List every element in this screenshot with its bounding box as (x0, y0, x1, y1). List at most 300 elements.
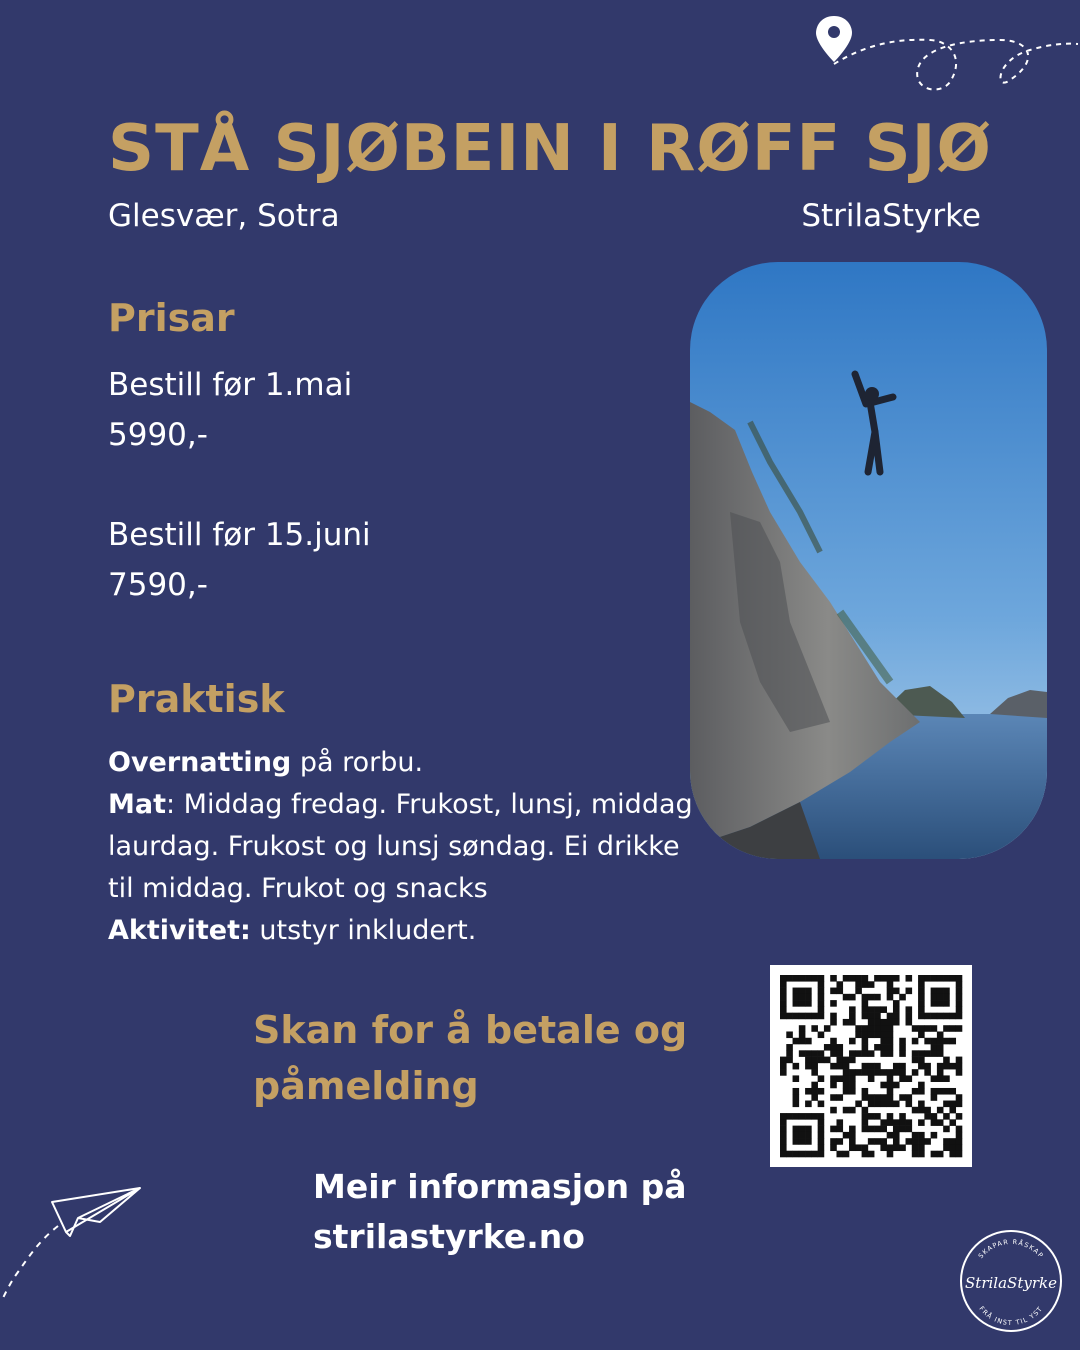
qr-module (949, 1088, 956, 1095)
qr-module (937, 994, 944, 1001)
qr-module (931, 1013, 938, 1020)
qr-module (793, 975, 800, 982)
qr-module (862, 1113, 869, 1120)
qr-module (956, 975, 963, 982)
qr-module (830, 1050, 837, 1057)
qr-module (918, 1006, 925, 1013)
qr-module (868, 1006, 875, 1013)
qr-module (780, 1063, 787, 1070)
qr-module (830, 1000, 837, 1007)
food-text: : Middag fredag. Frukost, lunsj, middag laurdag. Frukost og lunsj søndag. Ei drikke til middag. Frukot og snacks (108, 789, 693, 904)
qr-module (924, 1113, 931, 1120)
qr-module (862, 994, 869, 1001)
qr-module (931, 1075, 938, 1082)
qr-module (849, 1107, 856, 1114)
food-label: Mat (108, 789, 166, 820)
qr-module (880, 1138, 887, 1145)
qr-module (780, 1013, 787, 1020)
qr-module (874, 1013, 881, 1020)
qr-module (780, 1119, 787, 1126)
qr-module (843, 1069, 850, 1076)
qr-module (924, 1107, 931, 1114)
qr-module (849, 1038, 856, 1045)
qr-module (943, 1057, 950, 1064)
activity-label: Aktivitet: (108, 915, 251, 946)
qr-module (793, 1138, 800, 1145)
qr-module (880, 1044, 887, 1051)
qr-module (862, 1088, 869, 1095)
qr-module (786, 1057, 793, 1064)
qr-module (931, 1132, 938, 1139)
qr-module (956, 988, 963, 995)
qr-module (849, 975, 856, 982)
qr-module (805, 1038, 812, 1045)
qr-module (780, 975, 787, 982)
qr-module (887, 1044, 894, 1051)
qr-module (924, 975, 931, 982)
qr-module (793, 1088, 800, 1095)
qr-module (836, 1119, 843, 1126)
qr-module (786, 1044, 793, 1051)
logo-top-text: SKAPAR RÅSKAP (976, 1237, 1046, 1261)
qr-module (956, 1132, 963, 1139)
qr-module (937, 1075, 944, 1082)
svg-text:FRÅ INST TIL YST (977, 1305, 1044, 1327)
qr-module (880, 1006, 887, 1013)
qr-module (899, 1063, 906, 1070)
qr-module (893, 1126, 900, 1133)
qr-module (836, 1138, 843, 1145)
qr-module (799, 1113, 806, 1120)
qr-module (899, 1144, 906, 1151)
qr-module (855, 981, 862, 988)
qr-module (893, 988, 900, 995)
qr-module (918, 1031, 925, 1038)
qr-module (868, 1031, 875, 1038)
qr-module (818, 1138, 825, 1145)
qr-module (868, 1094, 875, 1101)
qr-module (780, 1151, 787, 1158)
qr-module (906, 975, 913, 982)
location-label: Glesvær, Sotra (108, 198, 340, 234)
qr-module (918, 1119, 925, 1126)
qr-module (811, 1088, 818, 1095)
qr-module (849, 1075, 856, 1082)
qr-module (887, 981, 894, 988)
qr-module (780, 988, 787, 995)
qr-module (937, 988, 944, 995)
qr-module (949, 1013, 956, 1020)
qr-module (887, 1069, 894, 1076)
qr-module (868, 1151, 875, 1158)
qr-module (843, 1019, 850, 1026)
qr-module (880, 1069, 887, 1076)
qr-module (880, 1019, 887, 1026)
qr-module (855, 975, 862, 982)
qr-module (956, 1006, 963, 1013)
qr-module (811, 1069, 818, 1076)
qr-module (893, 1144, 900, 1151)
qr-module (924, 1138, 931, 1145)
qr-module (956, 1138, 963, 1145)
qr-module (906, 1013, 913, 1020)
qr-module (855, 1144, 862, 1151)
qr-code[interactable] (770, 965, 972, 1167)
qr-module (943, 1126, 950, 1133)
map-pin-path-decoration (800, 10, 1080, 100)
qr-module (899, 1094, 906, 1101)
qr-module (918, 1101, 925, 1108)
qr-module (793, 1151, 800, 1158)
qr-module (937, 1119, 944, 1126)
qr-module (956, 1126, 963, 1133)
qr-module (887, 1075, 894, 1082)
qr-module (893, 1069, 900, 1076)
qr-module (786, 1013, 793, 1020)
practical-details (108, 742, 708, 952)
qr-module (805, 1151, 812, 1158)
qr-module (912, 1138, 919, 1145)
qr-module (931, 1038, 938, 1045)
qr-module (862, 1119, 869, 1126)
qr-module (799, 1000, 806, 1007)
qr-module (912, 1107, 919, 1114)
qr-module (893, 1132, 900, 1139)
qr-module (931, 1094, 938, 1101)
qr-module (887, 1019, 894, 1026)
qr-module (836, 1075, 843, 1082)
qr-module (880, 1050, 887, 1057)
qr-module (918, 1000, 925, 1007)
price-tier-2-label: Bestill før 15.juni (108, 517, 371, 553)
qr-module (874, 1006, 881, 1013)
qr-module (918, 1063, 925, 1070)
qr-module (868, 1019, 875, 1026)
qr-module (868, 1013, 875, 1020)
qr-module (836, 1151, 843, 1158)
qr-module (949, 1151, 956, 1158)
qr-module (880, 1144, 887, 1151)
qr-module (874, 1025, 881, 1032)
price-tier-2 (108, 510, 371, 610)
qr-module (912, 1132, 919, 1139)
qr-module (937, 1107, 944, 1114)
qr-module (862, 975, 869, 982)
qr-module (899, 1038, 906, 1045)
qr-module (780, 1132, 787, 1139)
qr-module (805, 975, 812, 982)
qr-module (937, 1000, 944, 1007)
qr-module (780, 1126, 787, 1133)
food-line (108, 784, 708, 910)
qr-module (956, 1057, 963, 1064)
qr-module (805, 1057, 812, 1064)
qr-module (818, 1132, 825, 1139)
qr-module (818, 1075, 825, 1082)
qr-module (843, 1057, 850, 1064)
qr-module (843, 1082, 850, 1089)
qr-module (799, 1031, 806, 1038)
qr-module (956, 1094, 963, 1101)
qr-module (887, 1151, 894, 1158)
qr-module (956, 1069, 963, 1076)
website-link[interactable]: strilastyrke.no (313, 1217, 585, 1256)
price-tier-2-amount: 7590,- (108, 567, 208, 603)
qr-module (799, 1050, 806, 1057)
qr-module (937, 1063, 944, 1070)
qr-module (836, 1094, 843, 1101)
qr-module (793, 1000, 800, 1007)
qr-module (931, 994, 938, 1001)
qr-module (924, 1013, 931, 1020)
qr-module (818, 1144, 825, 1151)
qr-module (918, 994, 925, 1001)
qr-module (874, 1113, 881, 1120)
qr-module (943, 1038, 950, 1045)
qr-module (818, 1013, 825, 1020)
qr-module (887, 975, 894, 982)
qr-module (830, 1144, 837, 1151)
qr-module (862, 1151, 869, 1158)
qr-module (830, 1094, 837, 1101)
qr-module (818, 1031, 825, 1038)
qr-module (893, 1119, 900, 1126)
qr-module (887, 1050, 894, 1057)
qr-module (793, 988, 800, 995)
qr-module (924, 1025, 931, 1032)
qr-module (780, 1144, 787, 1151)
logo-name: StrilaStyrke (965, 1274, 1057, 1292)
qr-module (887, 1025, 894, 1032)
qr-module (868, 1101, 875, 1108)
qr-module (874, 1031, 881, 1038)
qr-module (818, 1057, 825, 1064)
qr-module (849, 1057, 856, 1064)
qr-module (862, 1094, 869, 1101)
qr-module (849, 1138, 856, 1145)
qr-module (849, 1050, 856, 1057)
qr-module (893, 1101, 900, 1108)
qr-module (818, 1050, 825, 1057)
qr-module (830, 1038, 837, 1045)
qr-module (880, 1094, 887, 1101)
qr-module (887, 1013, 894, 1020)
cliff-jump-photo (690, 262, 1047, 859)
qr-module (868, 1126, 875, 1133)
qr-module (836, 1044, 843, 1051)
qr-module (780, 1000, 787, 1007)
overnight-label: Overnatting (108, 747, 292, 778)
qr-module (793, 1113, 800, 1120)
qr-module (906, 988, 913, 995)
qr-module (949, 1101, 956, 1108)
qr-module (874, 994, 881, 1001)
qr-module (931, 1151, 938, 1158)
qr-module (887, 994, 894, 1001)
qr-module (818, 1000, 825, 1007)
qr-module (849, 1126, 856, 1133)
qr-module (780, 1069, 787, 1076)
qr-module (937, 1088, 944, 1095)
qr-module (836, 1057, 843, 1064)
qr-module (887, 1038, 894, 1045)
qr-module (943, 975, 950, 982)
qr-module (893, 1006, 900, 1013)
qr-module (918, 975, 925, 982)
qr-module (943, 1088, 950, 1095)
qr-module (849, 1088, 856, 1095)
qr-module (818, 981, 825, 988)
qr-module (943, 1013, 950, 1020)
qr-module (836, 1063, 843, 1070)
qr-module (912, 1038, 919, 1045)
qr-module (818, 1119, 825, 1126)
qr-module (849, 1013, 856, 1020)
qr-module (805, 1000, 812, 1007)
qr-module (811, 1094, 818, 1101)
qr-module (899, 1069, 906, 1076)
price-tier-1-amount: 5990,- (108, 417, 208, 453)
qr-module (956, 1063, 963, 1070)
qr-module (887, 1094, 894, 1101)
qr-module (880, 1126, 887, 1133)
qr-module (918, 1132, 925, 1139)
qr-module (830, 1082, 837, 1089)
qr-module (918, 1013, 925, 1020)
qr-module (956, 1000, 963, 1007)
qr-module (830, 975, 837, 982)
qr-module (880, 1031, 887, 1038)
qr-module (786, 1151, 793, 1158)
qr-module (868, 1069, 875, 1076)
qr-module (924, 1050, 931, 1057)
qr-module (780, 1057, 787, 1064)
qr-module (799, 1038, 806, 1045)
qr-module (855, 1101, 862, 1108)
qr-module (805, 1113, 812, 1120)
qr-module (862, 1126, 869, 1133)
qr-module (862, 1013, 869, 1020)
qr-module (855, 1069, 862, 1076)
qr-module (799, 1126, 806, 1133)
qr-module (956, 994, 963, 1001)
qr-module (818, 1126, 825, 1133)
qr-module (862, 1006, 869, 1013)
qr-module (931, 1113, 938, 1120)
qr-module (918, 988, 925, 995)
qr-code-pattern (770, 965, 972, 1167)
qr-module (949, 1144, 956, 1151)
qr-module (799, 1138, 806, 1145)
qr-module (899, 1075, 906, 1082)
qr-module (786, 1113, 793, 1120)
qr-module (880, 975, 887, 982)
qr-module (849, 1144, 856, 1151)
qr-module (874, 1126, 881, 1133)
qr-module (855, 1031, 862, 1038)
qr-module (793, 1132, 800, 1139)
qr-module (805, 1138, 812, 1145)
qr-module (912, 1025, 919, 1032)
qr-module (818, 1101, 825, 1108)
qr-module (868, 1063, 875, 1070)
qr-module (893, 1013, 900, 1020)
qr-module (862, 981, 869, 988)
paper-plane-icon (52, 1188, 140, 1236)
qr-module (943, 1101, 950, 1108)
qr-module (868, 1075, 875, 1082)
qr-module (887, 1101, 894, 1108)
qr-module (906, 1138, 913, 1145)
qr-module (874, 1044, 881, 1051)
scan-to-pay-text: Skan for å betale og påmelding (253, 1008, 688, 1108)
qr-module (956, 1113, 963, 1120)
qr-module (868, 1050, 875, 1057)
qr-module (887, 1113, 894, 1120)
qr-module (899, 994, 906, 1001)
qr-module (830, 1138, 837, 1145)
qr-module (830, 1063, 837, 1070)
qr-module (793, 1094, 800, 1101)
qr-module (931, 1044, 938, 1051)
qr-module (887, 1082, 894, 1089)
qr-module (924, 1038, 931, 1045)
qr-module (843, 1075, 850, 1082)
qr-module (918, 1151, 925, 1158)
qr-module (862, 1107, 869, 1114)
paper-plane-decoration (0, 1180, 150, 1305)
qr-module (943, 1138, 950, 1145)
qr-module (780, 1006, 787, 1013)
qr-module (887, 1031, 894, 1038)
qr-module (918, 1082, 925, 1089)
qr-module (899, 1119, 906, 1126)
qr-module (937, 1038, 944, 1045)
qr-module (843, 1151, 850, 1158)
qr-module (811, 1151, 818, 1158)
qr-module (811, 1113, 818, 1120)
qr-module (805, 1088, 812, 1095)
qr-module (874, 1094, 881, 1101)
page-title: STÅ SJØBEIN I RØFF SJØ (108, 112, 992, 186)
qr-module (937, 1013, 944, 1020)
qr-module (805, 1126, 812, 1133)
qr-module (793, 994, 800, 1001)
qr-module (937, 1031, 944, 1038)
qr-module (855, 988, 862, 995)
svg-text:SKAPAR RÅSKAP (977, 1238, 1045, 1260)
more-info-text: Meir informasjon på (313, 1167, 687, 1206)
qr-module (780, 981, 787, 988)
logo-bottom-text: FRÅ INST TIL YST (977, 1304, 1045, 1328)
qr-module (855, 1025, 862, 1032)
qr-module (811, 1057, 818, 1064)
qr-module (862, 1063, 869, 1070)
qr-module (862, 1031, 869, 1038)
qr-module (899, 1044, 906, 1051)
qr-module (849, 1006, 856, 1013)
qr-module (862, 1050, 869, 1057)
qr-module (956, 1013, 963, 1020)
qr-module (780, 1138, 787, 1145)
qr-module (931, 1119, 938, 1126)
qr-module (874, 975, 881, 982)
qr-module (843, 1088, 850, 1095)
qr-module (811, 1082, 818, 1089)
qr-module (805, 1050, 812, 1057)
qr-module (931, 1088, 938, 1095)
qr-module (906, 1075, 913, 1082)
